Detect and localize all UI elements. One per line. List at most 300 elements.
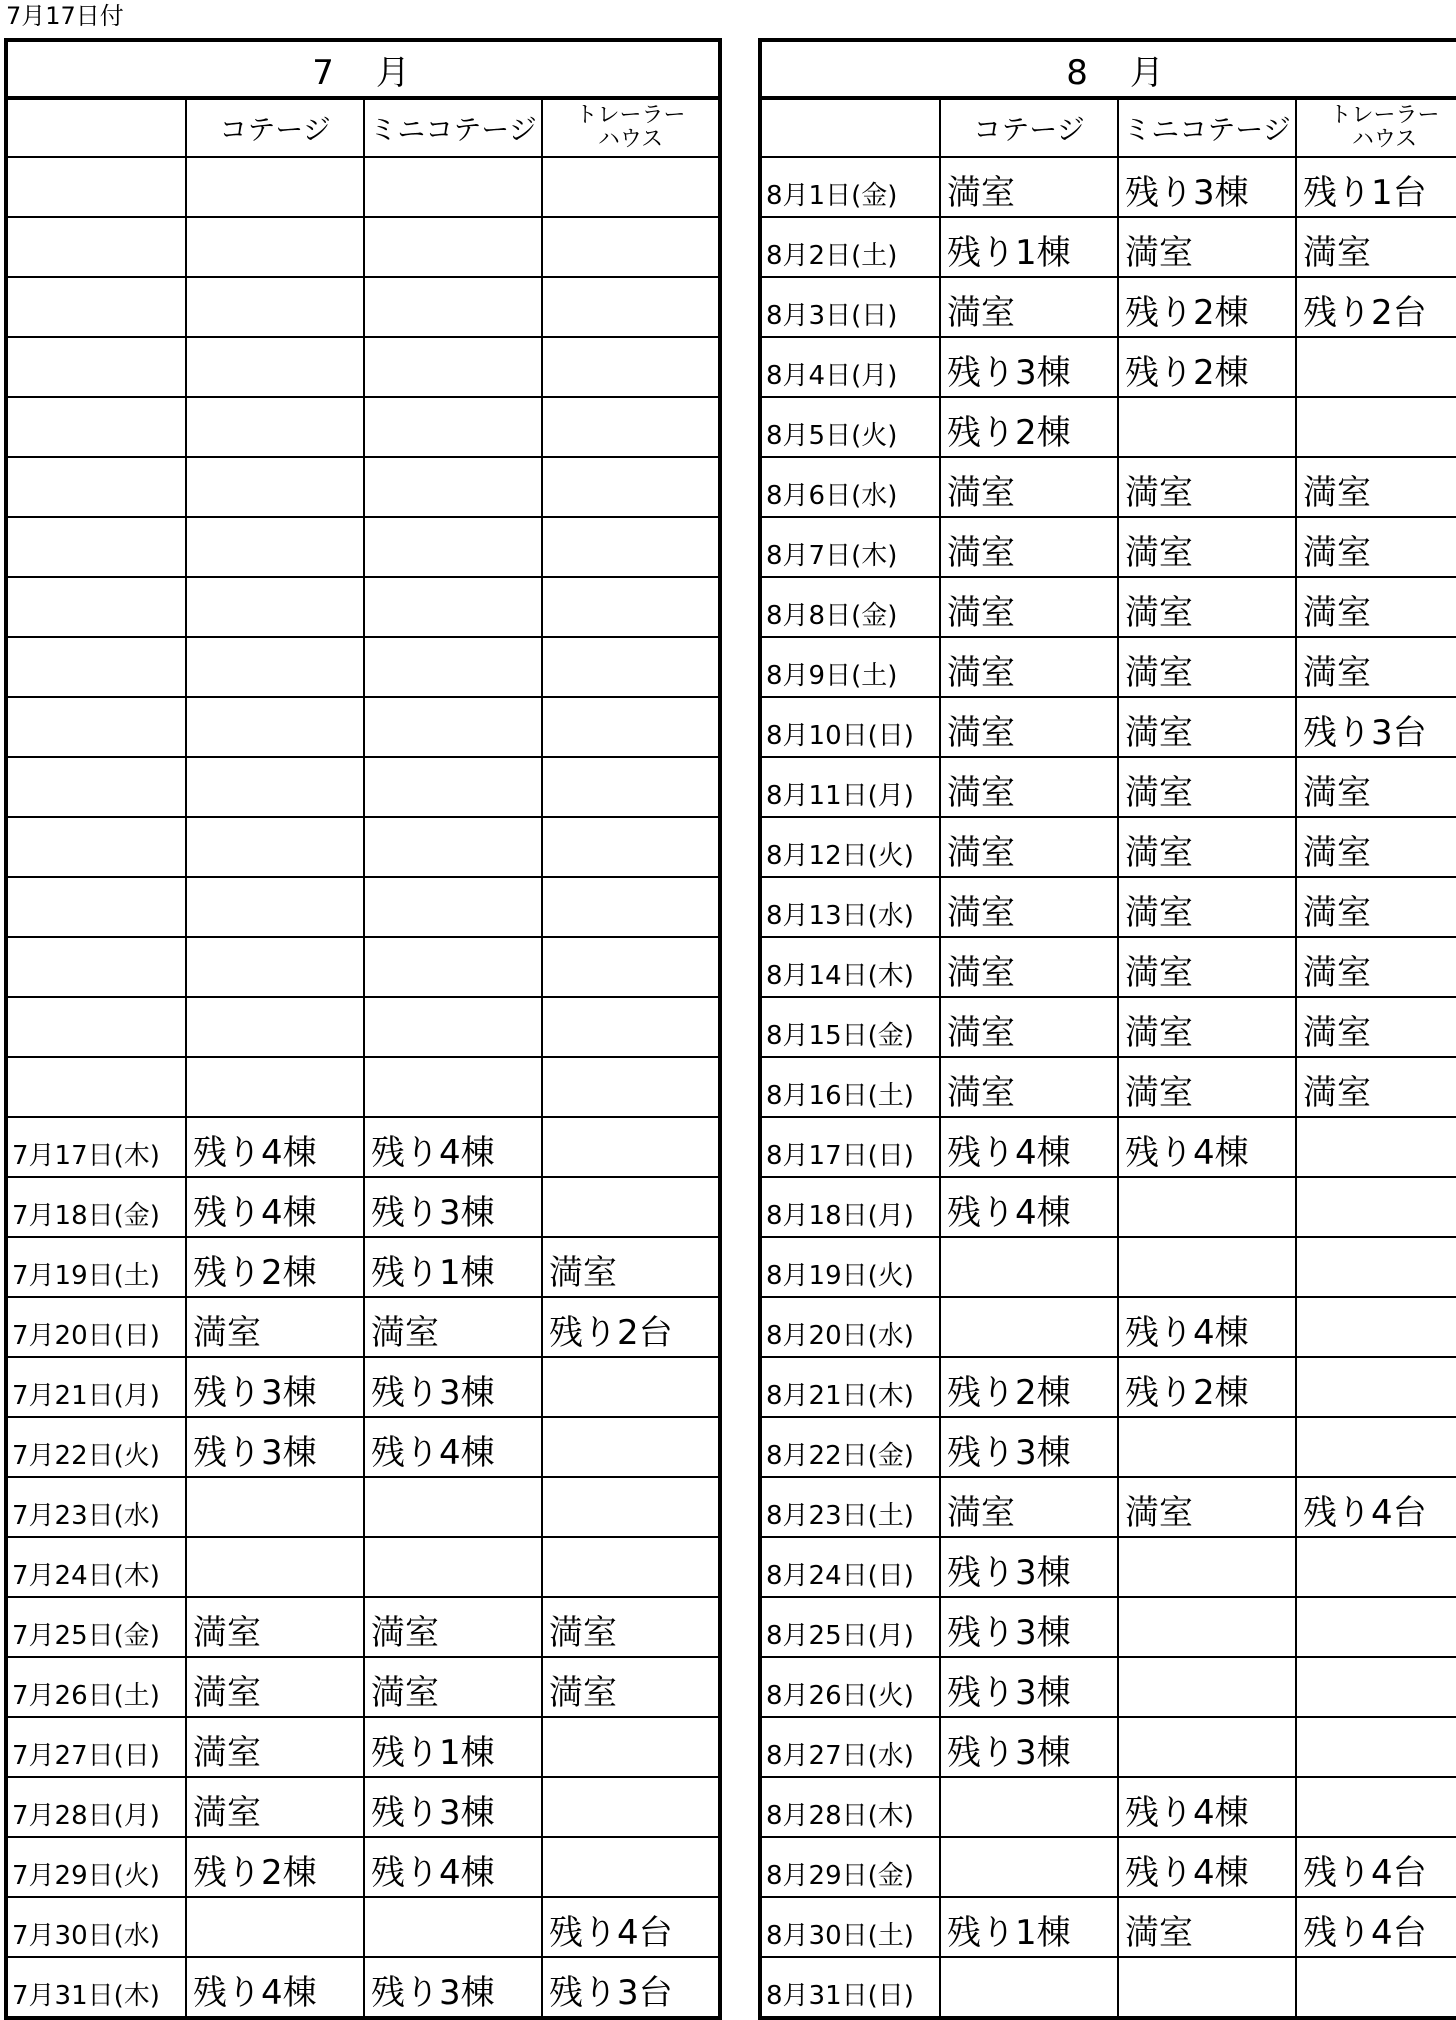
cottage-cell [186,697,364,757]
trailer-cell [1296,1237,1456,1297]
table-row [760,877,1456,937]
cottage-cell [186,937,364,997]
cottage-cell [186,277,364,337]
date-cell: 8月19日(火) [760,1237,940,1297]
mini-cottage-cell [1118,1597,1296,1657]
mini-cottage-cell: 残り4棟 [364,1837,542,1897]
cottage-cell [186,337,364,397]
august-title: 8 月 [760,40,1456,98]
trailer-cell: 残り2台 [1296,277,1456,337]
table-row [6,1537,720,1597]
mini-cottage-cell: 満室 [1118,877,1296,937]
mini-cottage-cell: 満室 [1118,457,1296,517]
trailer-cell: 残り4台 [1296,1897,1456,1957]
trailer-cell [542,817,720,877]
trailer-cell [542,157,720,217]
cottage-cell: 満室 [940,1477,1118,1537]
trailer-cell: 残り1台 [1296,157,1456,217]
blank-row [6,157,720,217]
date-cell: 8月25日(月) [760,1597,940,1657]
cottage-cell: 満室 [940,1057,1118,1117]
date-cell: 8月14日(木) [760,937,940,997]
cottage-cell [186,457,364,517]
july-title: 7 月 [6,40,720,98]
mini-cottage-cell [364,1897,542,1957]
date-cell: 8月10日(日) [760,697,940,757]
table-row [760,697,1456,757]
trailer-cell [1296,1417,1456,1477]
cottage-cell [186,157,364,217]
cottage-cell: 残り4棟 [186,1177,364,1237]
cottage-cell: 残り2棟 [940,1357,1118,1417]
trailer-cell: 満室 [542,1237,720,1297]
date-cell: 7月30日(水) [6,1897,186,1957]
trailer-header-line1: トレーラー [1329,103,1440,128]
cottage-cell: 満室 [186,1597,364,1657]
date-cell: 7月27日(日) [6,1717,186,1777]
date-cell: 8月1日(金) [760,157,940,217]
date-cell [6,937,186,997]
trailer-cell [542,457,720,517]
table-row [760,1117,1456,1177]
date-cell [6,577,186,637]
cottage-cell: 残り4棟 [940,1177,1118,1237]
blank-row [6,877,720,937]
date-cell [6,877,186,937]
blank-row [6,1057,720,1117]
date-cell: 8月3日(日) [760,277,940,337]
date-cell: 7月24日(木) [6,1537,186,1597]
trailer-cell [542,277,720,337]
table-row [760,1717,1456,1777]
date-cell [6,217,186,277]
trailer-cell: 満室 [1296,877,1456,937]
cottage-cell [186,217,364,277]
blank-row [6,577,720,637]
cottage-column-header: コテージ [186,98,364,157]
trailer-cell: 満室 [1296,1057,1456,1117]
trailer-cell [1296,1717,1456,1777]
date-cell: 7月22日(火) [6,1417,186,1477]
mini-cottage-cell [1118,1417,1296,1477]
mini-cottage-cell: 満室 [1118,1477,1296,1537]
mini-cottage-cell [364,337,542,397]
cottage-cell: 満室 [186,1717,364,1777]
mini-cottage-cell [364,1477,542,1537]
cottage-cell: 満室 [186,1657,364,1717]
table-row [760,457,1456,517]
cottage-cell: 残り3棟 [940,337,1118,397]
blank-row [6,517,720,577]
mini-cottage-cell [364,877,542,937]
cottage-cell [186,577,364,637]
trailer-cell [1296,1957,1456,2018]
mini-cottage-cell [364,217,542,277]
mini-cottage-column-header: ミニコテージ [1118,98,1296,157]
trailer-cell [542,877,720,937]
mini-cottage-cell: 残り4棟 [364,1417,542,1477]
trailer-cell: 残り3台 [542,1957,720,2018]
blank-row [6,817,720,877]
july-availability-table [4,38,722,2020]
trailer-cell [542,1717,720,1777]
table-row [760,1957,1456,2018]
cottage-cell [186,1537,364,1597]
mini-cottage-cell: 満室 [364,1597,542,1657]
table-row [760,817,1456,877]
date-cell [6,397,186,457]
mini-cottage-cell: 残り3棟 [364,1177,542,1237]
trailer-cell: 満室 [1296,217,1456,277]
mini-cottage-cell: 満室 [1118,637,1296,697]
date-cell: 7月31日(木) [6,1957,186,2018]
mini-cottage-cell: 満室 [364,1657,542,1717]
cottage-cell: 満室 [940,577,1118,637]
date-cell: 7月18日(金) [6,1177,186,1237]
date-cell: 8月4日(月) [760,337,940,397]
mini-cottage-cell [364,397,542,457]
mini-cottage-cell [364,757,542,817]
august-availability-table [758,38,1456,2020]
trailer-cell: 満室 [1296,637,1456,697]
date-cell [6,757,186,817]
mini-cottage-column-header: ミニコテージ [364,98,542,157]
blank-row [6,637,720,697]
table-row [760,1177,1456,1237]
cottage-cell: 残り3棟 [940,1417,1118,1477]
cottage-cell: 満室 [940,877,1118,937]
date-cell: 7月26日(土) [6,1657,186,1717]
table-row [760,157,1456,217]
table-row [760,1237,1456,1297]
date-cell: 8月8日(金) [760,577,940,637]
trailer-cell: 残り4台 [542,1897,720,1957]
cottage-cell: 満室 [186,1777,364,1837]
trailer-cell [542,697,720,757]
trailer-cell: 満室 [542,1597,720,1657]
trailer-cell [542,397,720,457]
trailer-cell: 残り4台 [1296,1837,1456,1897]
mini-cottage-cell: 満室 [1118,1897,1296,1957]
mini-cottage-cell: 残り2棟 [1118,337,1296,397]
table-row [760,397,1456,457]
table-row [760,937,1456,997]
trailer-cell: 満室 [1296,937,1456,997]
mini-cottage-cell [1118,1537,1296,1597]
table-row [760,1537,1456,1597]
trailer-cell [542,217,720,277]
mini-cottage-cell [1118,1717,1296,1777]
mini-cottage-cell [364,1057,542,1117]
table-row [6,1957,720,2018]
cottage-cell: 満室 [940,937,1118,997]
trailer-cell [1296,1777,1456,1837]
mini-cottage-cell: 満室 [1118,697,1296,757]
date-cell: 8月23日(土) [760,1477,940,1537]
trailer-cell [1296,1177,1456,1237]
august-rows [760,157,1456,2018]
table-row [760,1897,1456,1957]
blank-row [6,397,720,457]
cottage-cell: 残り1棟 [940,1897,1118,1957]
cottage-cell: 残り3棟 [940,1537,1118,1597]
date-cell: 8月29日(金) [760,1837,940,1897]
trailer-cell [542,637,720,697]
mini-cottage-cell: 満室 [1118,217,1296,277]
trailer-cell [1296,1117,1456,1177]
cottage-cell [940,1957,1118,2018]
date-cell: 8月6日(水) [760,457,940,517]
table-row [760,1837,1456,1897]
date-cell: 8月28日(木) [760,1777,940,1837]
mini-cottage-cell: 満室 [1118,817,1296,877]
mini-cottage-cell [364,937,542,997]
july-rows [6,157,720,2018]
mini-cottage-cell [364,697,542,757]
cottage-cell [940,1237,1118,1297]
trailer-house-column-header [1296,98,1456,157]
trailer-cell [1296,397,1456,457]
mini-cottage-cell: 満室 [1118,997,1296,1057]
table-row [6,1177,720,1237]
mini-cottage-cell: 満室 [1118,577,1296,637]
table-row [760,217,1456,277]
cottage-cell: 満室 [940,637,1118,697]
trailer-header-line2: ハウス [597,127,664,152]
table-row [760,277,1456,337]
blank-row [6,217,720,277]
cottage-column-header: コテージ [940,98,1118,157]
blank-row [6,697,720,757]
mini-cottage-cell: 満室 [1118,937,1296,997]
date-cell [6,637,186,697]
table-row [760,1777,1456,1837]
trailer-cell [542,577,720,637]
trailer-cell [542,757,720,817]
cottage-cell [186,637,364,697]
mini-cottage-cell: 残り3棟 [364,1357,542,1417]
date-cell: 8月15日(金) [760,997,940,1057]
mini-cottage-cell [1118,1957,1296,2018]
cottage-cell: 残り4棟 [186,1957,364,2018]
trailer-header-line2: ハウス [1351,127,1418,152]
blank-row [6,997,720,1057]
cottage-cell: 満室 [940,757,1118,817]
trailer-cell [542,1537,720,1597]
mini-cottage-cell: 残り4棟 [1118,1837,1296,1897]
mini-cottage-cell [364,817,542,877]
date-column-header [760,98,940,157]
table-row [760,1477,1456,1537]
mini-cottage-cell: 満室 [1118,1057,1296,1117]
blank-row [6,937,720,997]
cottage-cell [186,1897,364,1957]
table-row [6,1117,720,1177]
mini-cottage-cell: 残り2棟 [1118,1357,1296,1417]
mini-cottage-cell: 残り4棟 [364,1117,542,1177]
trailer-cell [542,1837,720,1897]
trailer-cell [542,1357,720,1417]
mini-cottage-cell: 残り4棟 [1118,1297,1296,1357]
blank-row [6,757,720,817]
blank-row [6,337,720,397]
mini-cottage-cell [364,997,542,1057]
table-row [6,1837,720,1897]
trailer-cell [1296,1297,1456,1357]
date-cell: 8月9日(土) [760,637,940,697]
trailer-cell [542,337,720,397]
trailer-cell [542,1777,720,1837]
cottage-cell: 残り1棟 [940,217,1118,277]
trailer-cell [542,517,720,577]
table-row [6,1777,720,1837]
cottage-cell: 残り3棟 [940,1597,1118,1657]
cottage-cell: 満室 [940,697,1118,757]
trailer-cell: 満室 [1296,577,1456,637]
mini-cottage-cell [364,517,542,577]
trailer-cell [542,1057,720,1117]
date-cell [6,997,186,1057]
date-cell: 8月27日(水) [760,1717,940,1777]
trailer-cell: 満室 [1296,457,1456,517]
trailer-cell [542,1177,720,1237]
mini-cottage-cell: 残り3棟 [1118,157,1296,217]
trailer-cell: 満室 [1296,997,1456,1057]
cottage-cell [186,997,364,1057]
cottage-cell: 満室 [940,457,1118,517]
date-cell: 8月20日(水) [760,1297,940,1357]
date-cell: 7月28日(月) [6,1777,186,1837]
cottage-cell: 満室 [186,1297,364,1357]
date-cell: 8月24日(日) [760,1537,940,1597]
mini-cottage-cell [364,277,542,337]
cottage-cell [186,757,364,817]
mini-cottage-cell: 残り4棟 [1118,1117,1296,1177]
table-row [6,1897,720,1957]
mini-cottage-cell: 残り1棟 [364,1237,542,1297]
trailer-cell [542,1417,720,1477]
table-row [760,1417,1456,1477]
date-cell: 8月18日(月) [760,1177,940,1237]
trailer-house-column-header [542,98,720,157]
table-row [760,757,1456,817]
cottage-cell: 満室 [940,277,1118,337]
date-cell: 8月30日(土) [760,1897,940,1957]
cottage-cell: 残り4棟 [186,1117,364,1177]
cottage-cell: 残り4棟 [940,1117,1118,1177]
mini-cottage-cell [364,1537,542,1597]
mini-cottage-cell: 残り2棟 [1118,277,1296,337]
mini-cottage-cell: 残り4棟 [1118,1777,1296,1837]
table-row [760,517,1456,577]
date-cell: 8月16日(土) [760,1057,940,1117]
table-row [760,1057,1456,1117]
mini-cottage-cell [1118,1657,1296,1717]
trailer-cell [542,1477,720,1537]
trailer-cell [1296,1357,1456,1417]
cottage-cell: 満室 [940,997,1118,1057]
mini-cottage-cell: 残り1棟 [364,1717,542,1777]
trailer-cell [542,1117,720,1177]
date-cell [6,157,186,217]
mini-cottage-cell [364,577,542,637]
date-cell: 7月23日(水) [6,1477,186,1537]
table-row [6,1717,720,1777]
trailer-cell: 満室 [1296,817,1456,877]
mini-cottage-cell: 満室 [1118,757,1296,817]
date-cell: 8月5日(火) [760,397,940,457]
table-row [6,1237,720,1297]
date-cell [6,457,186,517]
date-cell: 8月12日(火) [760,817,940,877]
cottage-cell: 満室 [940,517,1118,577]
as-of-date: 7月17日付 [6,2,124,30]
date-cell: 8月2日(土) [760,217,940,277]
table-row [760,1357,1456,1417]
mini-cottage-cell: 満室 [1118,517,1296,577]
cottage-cell [940,1777,1118,1837]
table-row [6,1357,720,1417]
cottage-cell: 満室 [940,817,1118,877]
cottage-cell [940,1297,1118,1357]
date-cell: 7月17日(木) [6,1117,186,1177]
date-cell: 7月19日(土) [6,1237,186,1297]
cottage-cell: 満室 [940,157,1118,217]
trailer-cell [542,997,720,1057]
date-cell: 8月17日(日) [760,1117,940,1177]
cottage-cell [186,397,364,457]
mini-cottage-cell: 残り3棟 [364,1957,542,2018]
trailer-cell: 残り4台 [1296,1477,1456,1537]
cottage-cell [186,877,364,937]
table-row [760,1657,1456,1717]
table-row [760,577,1456,637]
mini-cottage-cell: 満室 [364,1297,542,1357]
cottage-cell [186,517,364,577]
mini-cottage-cell [364,637,542,697]
mini-cottage-cell [364,457,542,517]
trailer-cell [1296,337,1456,397]
table-row [760,337,1456,397]
trailer-cell: 残り3台 [1296,697,1456,757]
cottage-cell: 残り2棟 [186,1837,364,1897]
table-row [760,637,1456,697]
cottage-cell [940,1837,1118,1897]
date-cell: 8月22日(金) [760,1417,940,1477]
cottage-cell [186,1057,364,1117]
date-cell: 7月20日(日) [6,1297,186,1357]
mini-cottage-cell [1118,397,1296,457]
date-cell [6,1057,186,1117]
mini-cottage-cell [1118,1177,1296,1237]
cottage-cell [186,817,364,877]
cottage-cell: 残り3棟 [940,1717,1118,1777]
date-column-header [6,98,186,157]
date-cell: 8月11日(月) [760,757,940,817]
trailer-cell: 満室 [1296,517,1456,577]
trailer-header-line1: トレーラー [575,103,686,128]
date-cell: 8月31日(日) [760,1957,940,2018]
date-cell [6,817,186,877]
date-cell: 8月21日(木) [760,1357,940,1417]
blank-row [6,277,720,337]
date-cell: 7月21日(月) [6,1357,186,1417]
table-row [6,1417,720,1477]
date-cell: 8月7日(木) [760,517,940,577]
date-cell: 7月25日(金) [6,1597,186,1657]
blank-row [6,457,720,517]
trailer-cell: 満室 [1296,757,1456,817]
